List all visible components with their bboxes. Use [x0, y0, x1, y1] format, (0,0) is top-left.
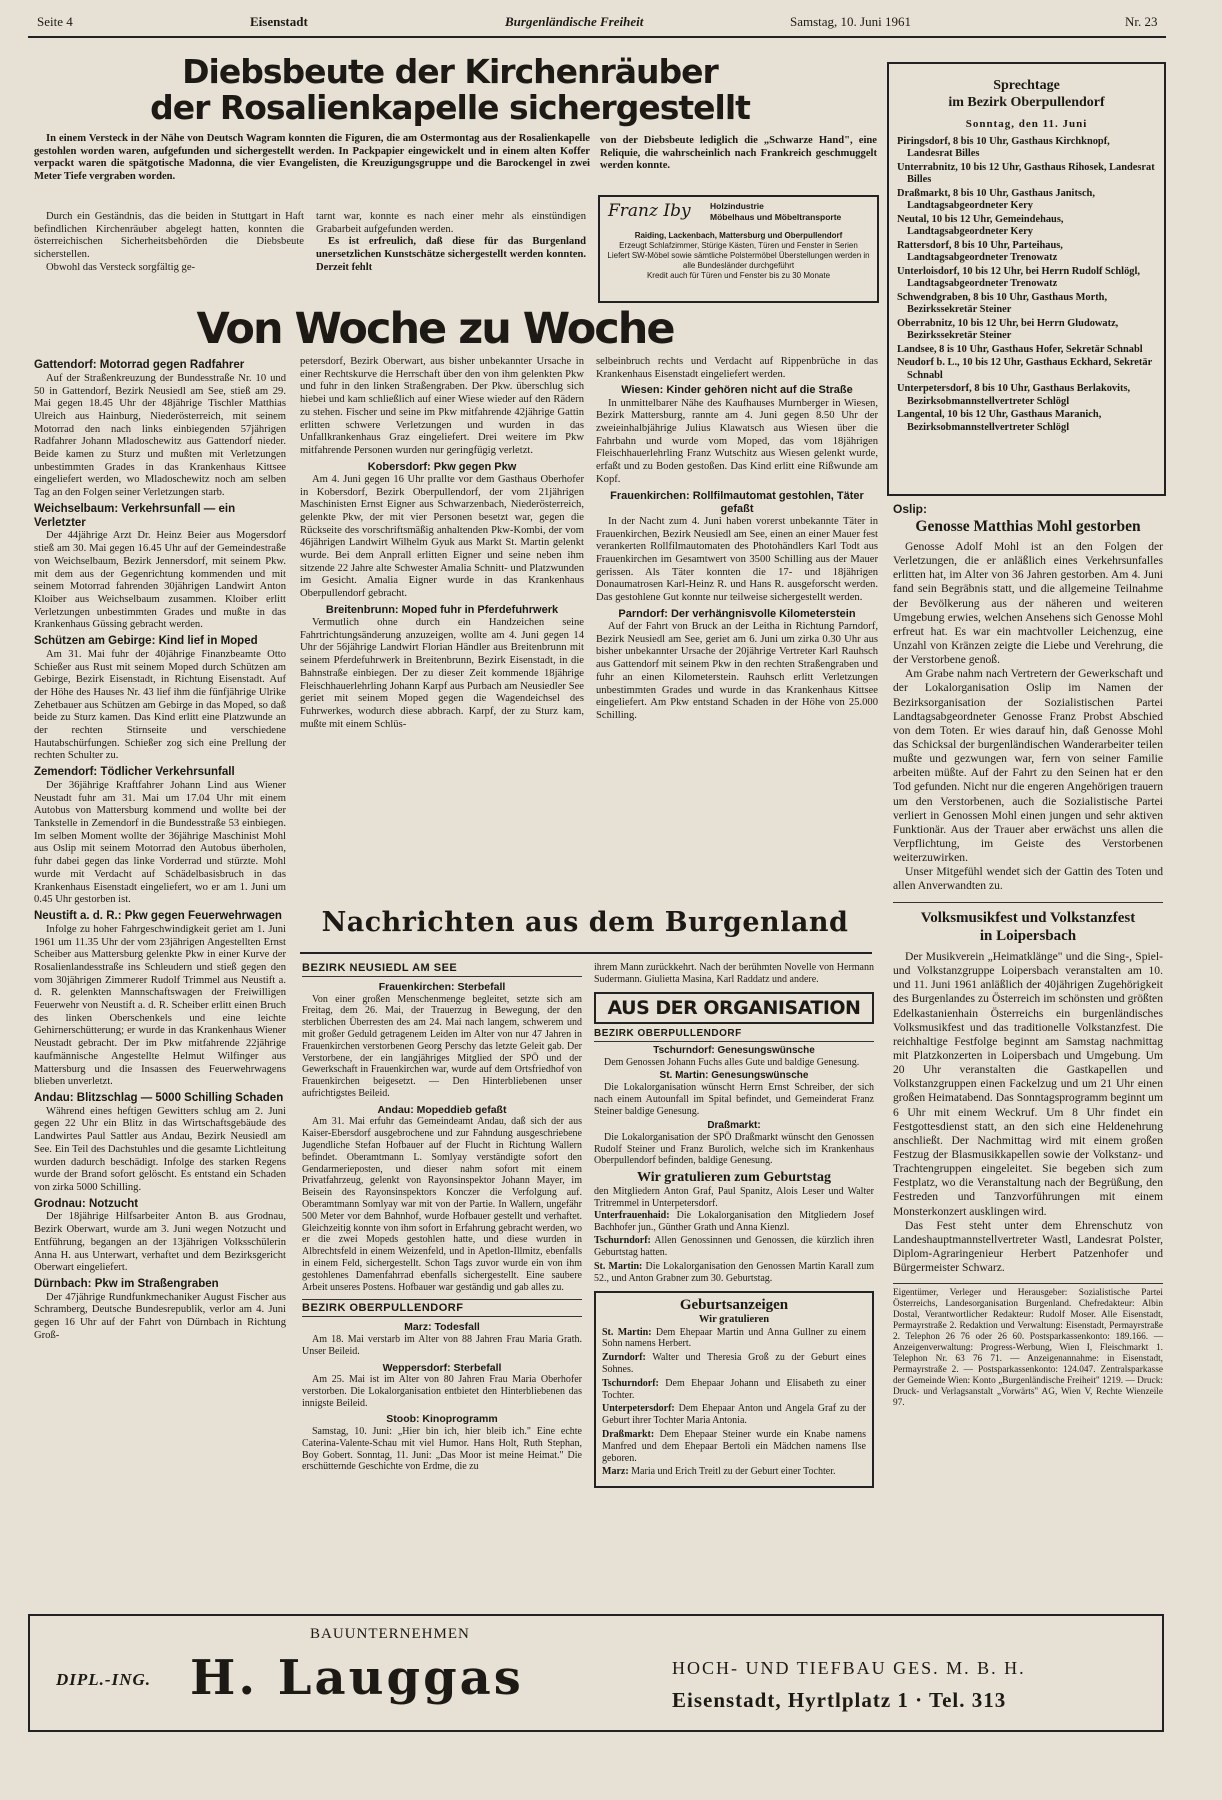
sprechtage-item: Unterloisdorf, 10 bis 12 Uhr, bei Herrn Rudolf Schlögl, Landtagsabgeordneter Trenowatz: [897, 265, 1140, 290]
list-item-text: Dem Ehepaar Martin und Anna Gullner zu einem Sohn namens Herbert.: [602, 1326, 866, 1350]
lead-col1: [34, 211, 304, 275]
volksmusik-text-2: Das Fest steht unter dem Ehrenschutz von Landeshauptmannstellvertreter Wastl, Landesrat Polster, Diplom-Agraringenieur Herbert Patzenhofer und Bürgermeister Schwarz.: [893, 1218, 1163, 1275]
woche-item-text: Der 44jährige Arzt Dr. Heinz Beier aus Mogersdorf stieß am 30. Mai gegen 16.45 Uhr auf der Gemeindestraße von Weichselbaum, Bezirk Jennersdorf, mit seinem Pkw. mit dem aus der Gegenrichtung kommenden und mit seinem Motorrad fahrenden 30jährigen Landwirt Anton Kloiber aus Weichselbaum zusammen. Kloiber erlitt Verletzungen unbestimmten Grades und mußte in das Krankenhaus Güssing gebracht werden.: [34, 530, 286, 631]
lead-headline-2: der Rosalienkapelle sichergestellt: [150, 88, 750, 127]
header-paper-name: Burgenländische Freiheit: [505, 14, 644, 29]
mohl-article: [893, 502, 1163, 1409]
divider: [302, 1299, 582, 1300]
woche-item-text: Infolge zu hoher Fahrgeschwindigkeit geriet am 1. Juni 1961 um 11.35 Uhr der vom 23jährigen Angestellten Ernst Scheiber aus Mattersburg gelenkte Pkw in einer Kurve der Rosalienlandesstraße ins Schleudern und stieß gegen den vom 30jährigen Zimmerer Rudolf Trimmel aus Neustift a. d. R. gelenkten Mannschaftswagen der Freiwilligen Feuerwehr von Neustift a. d. R. Scheiber erlitt einen Bruch des linken Oberschenkels und eine leichte Gehirnerschütterung; er wurde in das Krankenhaus Wiener Neustadt gebracht. Der im Pkw mitfahrende 22jährige kaufmännische Angestellte Helmut Wilfinger aus Mattersburg und die Insassen des Feuerwehrwagens blieben unverletzt.: [34, 923, 286, 1088]
iby-line3: Raiding, Lackenbach, Mattersburg und Oberpullendorf: [634, 231, 843, 240]
list-item-heading: Tschurndorf:: [594, 1235, 651, 1247]
weppersdorf-text: Am 25. Mai ist im Alter von 80 Jahren Frau Maria Oberhofer verstorben. Die Lokalorganisation entbietet den Hinterbliebenen das innigste Beileid.: [302, 1374, 582, 1409]
mohl-place: Oslip:: [893, 502, 928, 516]
woche-item-heading: Gattendorf: Motorrad gegen Radfahrer: [34, 359, 245, 371]
list-item-text: Dem Ehepaar Johann und Elisabeth zu einer Tochter.: [602, 1377, 866, 1401]
list-item-text: Maria und Erich Treitl zu der Geburt einer Tochter.: [631, 1466, 836, 1478]
bezirk-oberpullendorf-label: BEZIRK OBERPULLENDORF: [302, 1302, 464, 1315]
list-item-heading: Draßmarkt:: [602, 1428, 655, 1440]
woche-item-heading: Wiesen: Kinder gehören nicht auf die Straße: [621, 384, 853, 397]
weppersdorf-heading: Weppersdorf: Sterbefall: [382, 1361, 502, 1374]
sprechtage-list: [897, 136, 1157, 435]
organisation-item-text: Dem Genossen Johann Fuchs alles Gute und baldige Genesung.: [604, 1056, 860, 1068]
iby-line5: Liefert SW-Möbel sowie sämtliche Polstermöbel Überstellungen werden in alle Bundesländer durchgeführt: [607, 251, 870, 270]
woche-item-heading: Dürnbach: Pkw im Straßengraben: [34, 1277, 219, 1290]
mohl-text-2: Am Grabe nahm nach Vertretern der Gewerkschaft und der Lokalorganisation Oslip im Namen der Bezirksorganisation der Sozialistischen Partei Landtagsabgeordneter Genosse Franz Probst Abschied von dem Toten. Er wies darauf hin, daß Genosse Mohl das Schicksal der burgenländischen Wanderarbeiter teilen mußte und gezwungen war, fern von seiner Familie arbeiten müßte. Auf der Fahrt zu den Seinen hat er den Tod gefunden. Nicht nur die engeren Angehörigen trauern um den Verstorbenen, auch die Sozialistische Partei verliert in Genossen Mohl einen jungen und sehr aktiven Funktionär. Aus der Trauer aber erwächst uns allen die Verpflichtung, im Geiste des Verstorbenen weiterzuwirken.: [893, 667, 1163, 865]
divider: [302, 976, 582, 977]
sprechtage-item: Draßmarkt, 8 bis 10 Uhr, Gasthaus Janitsch, Landtagsabgeordneter Kery: [897, 187, 1095, 212]
lauggas-address: Eisenstadt, Hyrtlplatz 1 · Tel. 313: [672, 1688, 1007, 1712]
organisation-item-heading: St. Martin: Genesungswünsche: [659, 1070, 809, 1082]
header-issue: Nr. 23: [1125, 14, 1158, 29]
header-date: Samstag, 10. Juni 1961: [790, 14, 911, 29]
sprechtage-title: [889, 78, 1164, 112]
geburtsanzeigen-subtitle: Wir gratulieren: [698, 1313, 770, 1325]
iby-details: [606, 231, 871, 281]
sprechtage-item: Unterrabnitz, 10 bis 12 Uhr, Gasthaus Rihosek, Landesrat Billes: [897, 161, 1155, 186]
divider: [893, 1283, 1163, 1284]
iby-line6: Kredit auch für Türen und Fenster bis zu 30 Monate: [646, 271, 831, 280]
gratulieren-intro: den Mitgliedern Anton Graf, Paul Spanitz, Alois Leser und Walter Tritremmel in Unterpetersdorf.: [594, 1186, 874, 1209]
lead-col2-text-b: Es ist erfreulich, daß diese für das Burgenland unersetzlichen Kunstschätze sichergestellt werden konnten. Derzeit fehlt: [316, 236, 586, 273]
lauggas-top: BAUUNTERNEHMEN: [310, 1626, 470, 1642]
volksmusik-body: [893, 950, 1163, 1275]
iby-name: Franz Iby: [608, 201, 691, 221]
sterbefall-heading: Frauenkirchen: Sterbefall: [378, 981, 506, 993]
lauggas-dipl: DIPL.-ING.: [56, 1670, 151, 1689]
list-item: [602, 1429, 866, 1464]
list-item: [602, 1352, 866, 1376]
organisation-item-heading: Draßmarkt:: [707, 1119, 761, 1131]
andau-text: Am 31. Mai erfuhr das Gemeindeamt Andau, daß sich der aus Kaiser-Ebersdorf ausgebrochene und zur Fahndung ausgeschriebene Jugendliche Stefan Hofbauer auf der Flucht in Richtung Wallern befindet. Oberamtmann L. Somlyay verständigte sofort den Gendarmerieposten, und dieser nahm sofort mit einem Privatfahrzeug, gelenkt von Rayonsinspektor Johann Mayer, im Beisein des Rayonsinspektors Konczer die Verfolgung auf. Oberamtmann Somlyay war mit von der Partie. In Wallern, ungefähr 500 Meter vor dem Bahnhof, wurde Hofbauer gestellt und verhaftet. Gleichzeitig konnte von ihm sofort in Erfahrung gebracht werden, wo er die zwei Mopeds gestohlen hatte, und diese wurden in Albrechtsfeld in einem Weizenfeld, und in Apetlon-Illmitz, ebenfalls in einem Feld, sichergestellt. Schon Tags zuvor wurde ein von ihm gestohlenes Damenfahrrad ebenfalls sichergestellt. Eine saubere Arbeit unseres Postens. Hofbauer war geständig und gab alles zu.: [302, 1116, 582, 1293]
list-item: [594, 1261, 874, 1285]
list-item-heading: St. Martin:: [602, 1326, 652, 1338]
gratulieren-items: [594, 1210, 874, 1285]
list-item-text: Die Lokalorganisation den Genossen Martin Karall zum 52., und Anton Grabner zum 30. Geburtstag.: [594, 1260, 874, 1284]
organisation-item-text: Die Lokalorganisation wünscht Herrn Ernst Schreiber, der sich nach einem Autounfall im Spital befindet, und Gemeinderat Franz Steiner baldige Genesung.: [594, 1082, 874, 1117]
volksmusik-title-2: in Loipersbach: [979, 928, 1077, 945]
iby-line4: Erzeugt Schlafzimmer, Stürige Kästen, Türen und Fenster in Serien: [619, 241, 858, 250]
gratulieren-heading: Wir gratulieren zum Geburtstag: [636, 1170, 832, 1186]
woche-item-text: Der 36jährige Kraftfahrer Johann Lind aus Wiener Neustadt fuhr am 31. Mai um 17.04 Uhr mit einem Autobus von Mattersburg kommend und wollte bei der Tankstelle in Zemendorf in die Bundesstraße 53 einbiegen. Im selben Moment wollte der 36jährige Maschinist Mohl aus Oslip mit seinem Motorrad den Autobus überholen, fuhr dabei gegen das linke Vorderrad und stürzte. Mohl wurde mit Verdacht auf Schädelbasisbruch in das Krankenhaus Eisenstadt eingeliefert, wo er am 1. Juni um 0.45 Uhr gestorben ist.: [34, 779, 286, 906]
stoob-continuation: ihrem Mann zurückkehrt. Nach der berühmten Novelle von Hermann Sudermann. Giulietta Masina, Karl Raddatz und andere.: [594, 962, 874, 985]
geburtsanzeigen-title: Geburtsanzeigen: [679, 1296, 789, 1313]
sprechtage-box: [887, 62, 1166, 496]
list-item: [594, 1210, 874, 1234]
list-item-text: Dem Ehepaar Anton und Angela Graf zu der Geburt ihrer Tochter Maria Antonia.: [602, 1403, 866, 1427]
woche-col3-continuation: selbeinbruch rechts und Verdacht auf Rippenbrüche in das Krankenhaus Eisenstadt eingeliefert werden.: [596, 356, 878, 380]
sprechtage-item: Piringsdorf, 8 bis 10 Uhr, Gasthaus Kirchknopf, Landesrat Billes: [897, 136, 1110, 160]
organisation-item-text: Die Lokalorganisation der SPÖ Draßmarkt wünscht den Genossen Rudolf Steiner und Franz Burolich, welche sich im Krankenhaus Oberpullendorf befinden, baldige Genesung.: [594, 1131, 874, 1167]
stoob-text: Samstag, 10. Juni: „Hier bin ich, hier bleib ich." Eine echte Caterina-Valente-Schau mit viel Humor. Hans Holt, Ruth Stephan, Boy Gobert. Sonntag, 11. Juni: „Das Moor ist meine Heimat." Die erschütternde Geschichte von Erdme, die zu: [302, 1426, 582, 1473]
nachrichten-headline: Nachrichten aus dem Burgenland: [321, 907, 849, 938]
woche-item-text: Der 47jährige Rundfunkmechaniker August Fischer aus Schramberg, Deutsche Bundesrepublik, verlor am 4. Juni gegen 16 Uhr auf der Fahrt von Dürnbach in Richtung Groß-: [34, 1291, 286, 1341]
mohl-text-3: Unser Mitgefühl wendet sich der Gattin des Toten und allen Anverwandten zu.: [893, 865, 1163, 893]
woche-item-heading: Frauenkirchen: Rollfilmautomat gestohlen, Täter gefaßt: [610, 489, 864, 515]
iby-advertisement: [598, 195, 879, 303]
woche-item-text: Am 4. Juni gegen 16 Uhr prallte vor dem Gasthaus Oberhofer in Kobersdorf, Bezirk Oberpullendorf, der vom 21jährigen Maschinisten Ernst Eigner aus Schwarzenbach, Niederösterreich, gelenkte Pkw, der mit vier Personen besetzt war, gegen die Rückseite des vorschriftsmäßig anhaltenden Pkw-Kombi, der vom 46jährigen Landwirt Wilhelm Gyuk aus Markt St. Martin gelenkt wurde. Bei dem Anprall erlitten Eigner und seine neben ihm sitzende 22 Jahre alte Schwester Amalia Schnitt- und Platzwunden im Gesicht. Amalia Eigner wurde in das Krankenhaus Oberpullendorf gebracht.: [300, 473, 584, 600]
divider: [302, 1316, 582, 1317]
list-item-heading: Tschurndorf:: [602, 1377, 659, 1389]
list-item: [602, 1378, 866, 1402]
woche-item-heading: Grodnau: Notzucht: [34, 1197, 139, 1210]
andau-heading: Andau: Mopeddieb gefaßt: [377, 1103, 507, 1116]
woche-col3-items: [596, 384, 878, 722]
woche-item-text: Vermutlich ohne durch ein Handzeichen seine Fahrtrichtungsänderung anzuzeigen, wollte am 4. Juni gegen 14 Uhr der 56jährige Landwirt Florian Händler aus Breitenbrunn mit seinem Pferdefuhrwerk in Breitenbrunn, Bezirk Eisenstadt, in die Bahnstraße einbiegen. Der zu dieser Zeit kommende 18jährige Fleischhauerlehrling Johann Karpf aus Purbach am Neusiedler See geriet mit seinem Moped gegen die Wagendeichsel des Fuhrwerkes, wodurch diese abbrach. Karpf, der zu Sturz kam, mußte mit einem Schlüs-: [300, 617, 584, 730]
sprechtage-item: Landsee, 8 is 10 Uhr, Gasthaus Hofer, Sekretär Schnabl: [897, 343, 1143, 355]
sprechtage-item: Oberrabnitz, 10 bis 12 Uhr, bei Herrn Gludowatz, Bezirkssekretär Steiner: [897, 317, 1119, 342]
list-item-heading: Marz:: [602, 1466, 629, 1478]
lead-intro: In einem Versteck in der Nähe von Deutsch Wagram konnten die Figuren, die am Ostermontag aus der Rosalienkapelle gestohlen worden waren, aufgefunden und sichergestellt werden. In Packpapier eingewickelt und in einem alten Koffer verpackt waren die spätgotische Madonna, die vier Evangelisten, die Kreuzigungsgruppe und die Barockengel in zwei Meter Tiefe vergraben worden.: [34, 133, 590, 183]
lead-col1-text-b: Obwohl das Versteck sorgfältig ge-: [46, 261, 196, 273]
list-item: [602, 1403, 866, 1427]
list-item-heading: Unterpetersdorf:: [602, 1403, 675, 1415]
nachrichten-left-column: [302, 962, 582, 1473]
bezirk-neusiedl-label: BEZIRK NEUSIEDL AM SEE: [302, 962, 458, 974]
divider: [594, 1041, 874, 1042]
lauggas-advertisement: [28, 1614, 1164, 1732]
list-item-text: Dem Ehepaar Steiner wurde ein Knabe namens Manfred und dem Ehepaar Bertoli ein Mädchen namens Ilse geboren.: [602, 1428, 866, 1464]
marz-text: Am 18. Mai verstarb im Alter von 88 Jahren Frau Maria Grath. Unser Beileid.: [302, 1333, 582, 1357]
organisation-bezirk: BEZIRK OBERPULLENDORF: [594, 1027, 742, 1039]
woche-item-heading: Zemendorf: Tödlicher Verkehrsunfall: [34, 766, 235, 779]
iby-line1: Holzindustrie: [710, 201, 764, 211]
woche-headline: Von Woche zu Woche: [196, 304, 674, 354]
header-city: Eisenstadt: [250, 14, 308, 29]
woche-item-heading: Breitenbrunn: Moped fuhr in Pferdefuhrwerk: [325, 603, 559, 616]
woche-item-text: In der Nacht zum 4. Juni haben vorerst unbekannte Täter in Frauenkirchen, Bezirk Neusiedl am See, einen an einer Mauer fest verankerten Rollfilmautomaten des Photohändlers Karl Todt aus Frauenkirchen im Gesamtwert von 3500 Schilling aus der Mauer gerissen. Als Täter konnten die 17- und 18jährigen Donaumatrosen Karl-Heinz R. und Hans R. ausgeforscht werden. Das gestohlene Gut konnte nur teilweise sichergestellt werden.: [596, 515, 878, 604]
iby-business: [710, 201, 870, 222]
woche-column-2: [300, 356, 584, 731]
woche-item-text: In unmittelbarer Nähe des Kaufhauses Murnberger in Wiesen, Bezirk Mattersburg, rannte am 4. Juni gegen 8.50 Uhr der zweieinhalbjährige Julius Klawatsch aus Wiesen über die Fahrbahn und wurde vom Moped, das vom 18jährigen Fleischhauerlehrling Franz Wutschitz aus Wiesen gelenkt wurde, erfaßt und zu Boden gestoßen. Das Kind erlitt eine Rißwunde am Kopf.: [596, 397, 878, 485]
geburtsanzeigen-box: [594, 1291, 874, 1489]
header-rule: [28, 36, 1166, 38]
list-item-heading: Zurndorf:: [602, 1352, 646, 1364]
woche-item-text: Während eines heftigen Gewitters schlug am 2. Juni gegen 22 Uhr ein Blitz in das Wirtschaftsgebäude des Landwirtes Paul Sattler aus Andau, Bezirk Neusiedl am See. Ein Teil des Dachstuhles und die gesamte Lichtleitung wurden dadurch beschädigt. Infolge des starken Regens wurde der Brand sofort gelöscht. Es entstand ein Schaden von zirka 5000 Schilling.: [34, 1105, 286, 1193]
lead-headline-1: Diebsbeute der Kirchenräuber: [182, 52, 718, 91]
lauggas-name: H. Lauggas: [190, 1650, 524, 1706]
woche-col2-continuation: petersdorf, Bezirk Oberwart, aus bisher unbekannter Ursache in einer Rechtskurve die Herrschaft über den von ihm gelenkten Pkw und fuhr in den linken Straßengraben. Der Pkw. überschlug sich hiebei und kam schließlich auf einer Wiese wieder auf den Rädern zu stehen. Fischer und seine im Pkw mitfahrende 42jährige Gattin erlitten schwere Verletzungen und wurden in das Unfallkrankenhaus Graz eingeliefert. Drei weitere im Pkw mitfahrende Personen wurden nur geringfügig verletzt.: [300, 356, 584, 456]
stoob-heading: Stoob: Kinoprogramm: [386, 1413, 498, 1426]
volksmusik-title-1: Volksmusikfest und Volkstanzfest: [920, 909, 1136, 926]
woche-column-3: [596, 356, 878, 723]
sprechtage-item: Langental, 10 bis 12 Uhr, Gasthaus Maranich, Bezirksobmannstellvertreter Schlögl: [897, 409, 1102, 433]
list-item-text: Walter und Theresia Groß zu der Geburt eines Sohnes.: [602, 1352, 866, 1375]
geburtsanzeigen-items: [602, 1327, 866, 1479]
woche-column-1: [34, 356, 286, 1343]
woche-item-heading: Schützen am Gebirge: Kind lief in Moped: [34, 635, 258, 648]
impressum: Eigentümer, Verleger und Herausgeber: Sozialistische Partei Österreichs, Landesorganisation Burgenland. Chefredakteur: Albin Dostal, Verantwortlicher Redakteur: Rudolf Moser. Alle Eisenstadt, Permayrstraße 2. Redaktion und Verwaltung: Eisenstadt, Permayrstraße 2. Telephon 26 76 oder 26 60. Postsparkassenkonto: 189.166. — Anzeigenverwaltung: Progress-Werbung, Wien I, Fleischmarkt 1. Telephon Nr. 63 76 71. — Anzeigenannahme: in Eisenstadt, Permayrstraße 2. — Postsparkassenkonto: 124.047. Zentralsparkasse der Gemeinde Wien: Konto „Burgenländische Freiheit" 1219. — Druck: Druck- und Verlagsanstalt „Vorwärts" AG, Wien V, Rechte Wienzeile 97.: [893, 1288, 1163, 1408]
marz-heading: Marz: Todesfall: [404, 1321, 480, 1334]
woche-item-text: Am 31. Mai fuhr der 40jährige Finanzbeamte Otto Schießer aus Rust mit seinem Moped durch Schützen am Gebirge, Bezirk Eisenstadt, in Richtung Eisenstadt. Auf der Höhe des Hauses Nr. 43 lief ihm die fünfjährige Ulrike Zehetbauer aus Schützen am Gebirge in das Moped, so daß beide zu Sturz kamen. Das Kind erlitt eine Platzwunde an der rechten Stirnseite und verschiedene Hautabschürfungen. Schießer zog sich eine Prellung der rechten Schulter zu.: [34, 648, 286, 762]
woche-col2-items: [300, 461, 584, 732]
mohl-title: Genosse Matthias Mohl gestorben: [915, 518, 1141, 535]
woche-item-heading: Neustift a. d. R.: Pkw gegen Feuerwehrwagen: [34, 910, 282, 922]
sprechtage-item: Neutal, 10 bis 12 Uhr, Gemeindehaus, Landtagsabgeordneter Kery: [897, 213, 1064, 238]
lead-col1-text: Durch ein Geständnis, das die beiden in Stuttgart in Haft befindlichen Kirchenräuber abgelegt hatten, konnten die österreichischen Sicherheitsbehörden die Diebsbeute sicherstellen.: [34, 211, 304, 261]
organisation-headline: AUS DER ORGANISATION: [594, 992, 874, 1024]
woche-item-text: Auf der Fahrt von Bruck an der Leitha in Richtung Parndorf, Bezirk Neusiedl am See, geriet am 6. Juni um zirka 0.30 Uhr aus bisher unbekannter Ursache der 20jährige Vertreter Karl Rauhsch aus Gattendorf mit seinem Pkw in den rechten Straßengraben und fuhr an einen Kilometerstein. Rauhsch erlitt Verletzungen unbestimmten Grades und wurde in das Krankenhaus Kittsee eingeliefert. Am Pkw entstand Schaden in der Höhe von 25.000 Schilling.: [596, 621, 878, 721]
lead-col2: [316, 211, 586, 275]
iby-line2: Möbelhaus und Möbeltransporte: [710, 211, 842, 222]
list-item: [602, 1327, 866, 1351]
woche-item-text: Auf der Straßenkreuzung der Bundesstraße Nr. 10 und 50 in Gattendorf, Bezirk Neusiedl am See, stieß am 29. Mai gegen 18.45 Uhr der 48jährige Tischler Matthias Ulreich aus Hainburg, Niederösterreich, mit seinem Motorrad den nach links einbiegenden 57jährigen Radfahrer Johann Mladoschewitz aus Gattendorf nieder. Beide kamen zu Sturz und mußten mit Verletzungen unbestimmten Grades in das Krankenhaus Kittsee eingeliefert werden, wo Mladoschewitz noch am selben Tag an den Folgen seiner Verletzungen starb.: [34, 372, 286, 499]
volksmusik-text-1: Der Musikverein „Heimatklänge" und die Sing-, Spiel- und Volkstanzgruppe Loipersbach veranstalten am 10. und 11. Juni 1961 anläßlich der 40jährigen Zugehörigkeit des Burgenlandes zu Österreich im schönsten und größten Edelkastanienhain Österreichs ein burgenländisches Volksmusikfest und das traditionelle Volkstanzfest. Die reichhaltige Festfolge beginnt am Samstag nachmittag mit Platzkonzerten in Loipersbach und Umgebung. Um 20 Uhr veranstalten die Gastkapellen und Volkstanzgruppen einen Fackelzug und um 21 Uhr einen großen Heimatabend. Das Sonntagsprogramm beginnt um 6 Uhr mit einem Weckruf. Um 8 Uhr findet ein Festgottesdienst statt, an den sich eine Heldenehrung anschließt. Der Nachmittag wird mit einem großen Festzug der Blasmusikkapellen sowie der Volkstanz- und Trachtengruppen eingeleitet. Sie begeben sich zum Festplatz, wo die Veranstaltung nach der Begrüßung, den Festreden und Tanzvorführungen mit einem Monsterkonzert ausklingen wird.: [893, 950, 1163, 1218]
sprechtage-title-2: im Bezirk Oberpullendorf: [948, 94, 1105, 110]
list-item-text: Allen Genossinnen und Genossen, die kürzlich ihren Geburtstag hatten.: [594, 1235, 874, 1259]
woche-item-heading: Weichselbaum: Verkehrsunfall — ein Verletzter: [34, 502, 236, 529]
sterbefall-text: Von einer großen Menschenmenge begleitet, setzte sich am Freitag, dem 26. Mai, der Trauerzug in Bewegung, der den sterblichen Überresten des am 24. Mai nach langem, schwerem und mit großer Geduld getragenem Leiden im Alter von nur 47 Jahren in Frauenkirchen verstorbenen Georg Perschy das letzte Geleit gab. Der Verstorbene, der ein langjähriges Mitglied der SPÖ und der Gewerkschaft in Frauenkirchen war, wurde auf dem Ortsfriedhof von Frauenkirchen beigesetzt. — Den Hinterbliebenen unser aufrichtigstes Beileid.: [302, 993, 582, 1099]
list-item: [594, 1235, 874, 1259]
lead-col2-text: tarnt war, konnte es nach einer mehr als einstündigen Grabarbeit aufgefunden werden.: [316, 211, 586, 235]
nachrichten-rule: [300, 952, 872, 954]
nachrichten-right-column: [594, 962, 874, 1488]
list-item-text: Die Lokalorganisation den Mitgliedern Josef Bachhofer jun., Günther Grath und Anna Kienzl.: [594, 1209, 875, 1233]
page-number: Seite 4: [37, 14, 73, 29]
sprechtage-date: Sonntag, den 11. Juni: [965, 118, 1088, 130]
sprechtage-title-1: Sprechtage: [993, 78, 1060, 93]
lauggas-company: HOCH- UND TIEFBAU GES. M. B. H.: [672, 1658, 1026, 1678]
divider: [893, 902, 1163, 903]
volksmusik-title: [893, 909, 1163, 947]
list-item: [602, 1466, 866, 1478]
mohl-text-1: Genosse Adolf Mohl ist an den Folgen der Verletzungen, die er anläßlich eines Verkehrsunfalles erlitten hat, im Alter von 36 Jahren gestorben. Am 4. Juni fand sein Begräbnis statt, und die allgemeine Teilnahme der Bevölkerung aus der näheren und weiteren Umgebung erwies, welchen Ansehens sich Genosse Mohl erfreut hat. Es war ein machtvoller Leichenzug, eine Unzahl von Kränzen zeigte die Liebe und Verehrung, die der Verstorbene genoß.: [893, 540, 1163, 667]
woche-item-heading: Andau: Blitzschlag — 5000 Schilling Schaden: [34, 1091, 284, 1104]
woche-item-heading: Parndorf: Der verhängnisvolle Kilometerstein: [618, 607, 856, 620]
list-item-heading: Unterfrauenhaid:: [594, 1209, 670, 1221]
sprechtage-item: Rattersdorf, 8 bis 10 Uhr, Parteihaus, Landtagsabgeordneter Trenowatz: [897, 239, 1063, 264]
organisation-items: [594, 1045, 874, 1168]
woche-item-heading: Kobersdorf: Pkw gegen Pkw: [367, 460, 517, 473]
sprechtage-item: Neudorf b. L., 10 bis 12 Uhr, Gasthaus Eckhard, Sekretär Schnabl: [897, 357, 1152, 381]
sprechtage-item: Unterpetersdorf, 8 bis 10 Uhr, Gasthaus Berlakovits, Bezirksobmannstellvertreter Schlögl: [897, 383, 1131, 407]
list-item-heading: St. Martin:: [594, 1260, 643, 1272]
woche-item-text: Der 18jährige Hilfsarbeiter Anton B. aus Grodnau, Bezirk Oberwart, wurde am 3. Juni wegen Notzucht und Entführung, begangen an der 13jährigen Volksschülerin Anna H. aus Unterwart, verhaftet und dem Bezirksgericht Oberwart eingeliefert.: [34, 1211, 286, 1274]
sprechtage-item: Schwendgraben, 8 bis 10 Uhr, Gasthaus Morth, Bezirkssekretär Steiner: [897, 291, 1108, 316]
organisation-item-heading: Tschurndorf: Genesungswünsche: [653, 1044, 815, 1056]
lead-col3: von der Diebsbeute lediglich die „Schwarze Hand", eine Reliquie, die wahrscheinlich nach Frankreich geschmuggelt werden konnte.: [600, 135, 877, 172]
mohl-body: [893, 540, 1163, 894]
